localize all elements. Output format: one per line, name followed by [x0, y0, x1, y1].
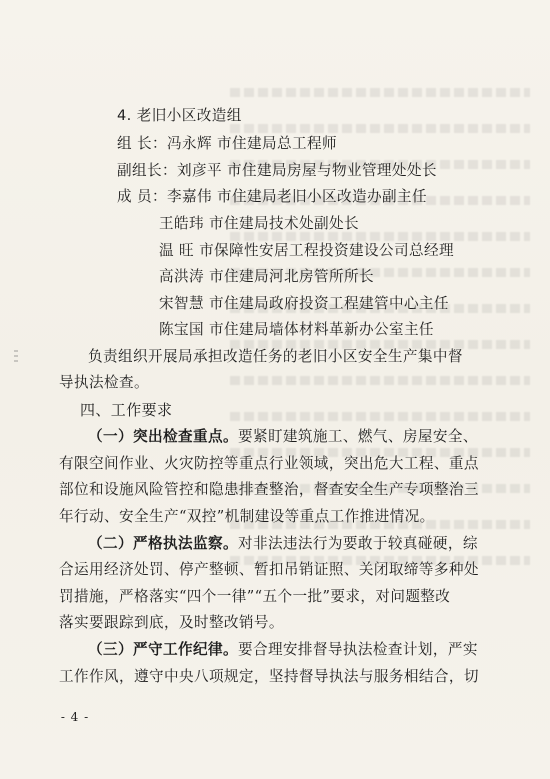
item3-first-line-text: 要合理安排督导执法检查计划，严实	[237, 641, 478, 658]
member-line: 成 员：李嘉伟 市住建局老旧小区改造办副主任	[117, 188, 427, 205]
item1-first-line-text: 要紧盯建筑施工、燃气、房屋安全、	[237, 428, 478, 445]
item1-line: 部位和设施风险管控和隐患排查整治，督查安全生产专项整治三	[59, 481, 479, 498]
item3-line: 工作作风，遵守中央八项规定，坚持督导执法与服务相结合，切	[59, 668, 479, 685]
section-heading: 四、工作要求	[80, 401, 173, 419]
scan-edge-mark	[14, 350, 18, 364]
item1-line: 年行动、安全生产“双控”机制建设等重点工作推进情况。	[59, 508, 435, 525]
item2-first-line	[88, 534, 478, 554]
member-line: 陈宝国 市住建局墙体材料革新办公室主任	[159, 321, 434, 338]
page-number: - 4 -	[60, 710, 90, 724]
item2-line: 罚措施，严格落实“四个一律”“五个一批”要求，对问题整改	[59, 588, 451, 605]
item2-first-line-text: 对非法违法行为要敢于较真碰硬，综	[237, 535, 478, 552]
item1-first-line	[88, 427, 478, 447]
bleed-through-text	[230, 88, 530, 548]
item3-title: （三）严守工作纪律。	[88, 641, 238, 658]
item2-title: （二）严格执法监察。	[88, 535, 238, 552]
item1-title: （一）突出检查重点。	[88, 428, 238, 445]
deputy-leader-line: 副组长：刘彦平 市住建局房屋与物业管理处处长	[117, 162, 437, 179]
item2-line: 落实要跟踪到底，及时整改销号。	[59, 614, 284, 631]
item2-line: 合运用经济处罚、停产整顿、暂扣吊销证照、关闭取缔等多种处	[59, 561, 479, 578]
group-heading: 4. 老旧小区改造组	[117, 107, 242, 124]
member-line: 温 旺 市保障性安居工程投资建设公司总经理	[159, 242, 454, 259]
item1-line: 有限空间作业、火灾防控等重点行业领域，突出危大工程、重点	[59, 455, 479, 472]
duty-line: 导执法检查。	[59, 374, 149, 391]
duty-line: 负责组织开展局承担改造任务的老旧小区安全生产集中督	[88, 348, 463, 365]
member-line: 宋智慧 市住建局政府投资工程建管中心主任	[159, 295, 449, 312]
item3-first-line	[88, 640, 478, 660]
member-line: 王皓玮 市住建局技术处副处长	[159, 215, 359, 232]
member-line: 高洪涛 市住建局河北房管所所长	[159, 268, 374, 285]
leader-line: 组 长：冯永辉 市住建局总工程师	[117, 135, 337, 152]
